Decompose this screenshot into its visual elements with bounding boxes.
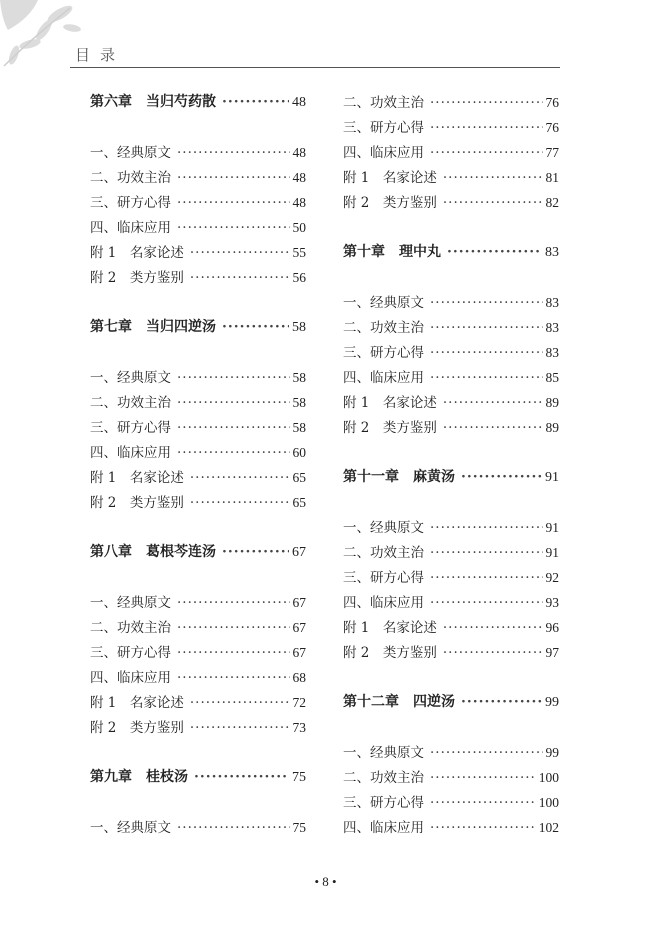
toc-entry-title: 附 1 名家论述 <box>90 245 184 261</box>
toc-spacer <box>343 440 559 465</box>
toc-section-entry[interactable] <box>90 190 306 215</box>
toc-entry-title: 一、经典原文 <box>90 370 171 386</box>
toc-entry-page: 100 <box>538 770 559 785</box>
toc-entry-title: 三、研方心得 <box>343 570 424 586</box>
toc-leader-dots <box>430 741 543 766</box>
toc-entry-page: 58 <box>292 420 306 435</box>
toc-section-entry[interactable] <box>90 690 306 715</box>
toc-entry-page: 75 <box>292 820 306 835</box>
toc-entry-title: 二、功效主治 <box>90 170 171 186</box>
toc-spacer <box>90 115 306 140</box>
toc-entry-page: 85 <box>545 370 559 385</box>
toc-leader-dots <box>430 366 543 391</box>
toc-entry-page: 48 <box>292 170 306 185</box>
toc-entry-page: 97 <box>545 645 559 660</box>
toc-leader-dots <box>443 166 543 191</box>
toc-entry-page: 96 <box>545 620 559 635</box>
toc-leader-dots <box>222 315 289 340</box>
toc-entry-title: 附 1 名家论述 <box>343 395 437 411</box>
toc-entry-title: 三、研方心得 <box>90 420 171 436</box>
toc-chapter-entry[interactable] <box>343 240 559 265</box>
toc-section-entry[interactable] <box>343 640 559 665</box>
toc-spacer <box>343 665 559 690</box>
toc-leader-dots <box>443 191 543 216</box>
toc-spacer <box>343 265 559 290</box>
toc-leader-dots <box>443 616 543 641</box>
toc-entry-page: 81 <box>545 170 559 185</box>
toc-entry-title: 附 1 名家论述 <box>343 170 437 186</box>
toc-leader-dots <box>177 816 290 841</box>
toc-leader-dots <box>461 465 542 490</box>
toc-leader-dots <box>177 591 290 616</box>
toc-section-entry[interactable] <box>343 90 559 115</box>
toc-spacer <box>343 490 559 515</box>
toc-entry-title: 四、临床应用 <box>90 445 171 461</box>
toc-chapter-entry[interactable] <box>343 465 559 490</box>
toc-entry-title: 一、经典原文 <box>90 595 171 611</box>
toc-leader-dots <box>177 216 290 241</box>
toc-entry-page: 65 <box>292 495 306 510</box>
toc-leader-dots <box>222 540 289 565</box>
toc-entry-title: 附 1 名家论述 <box>90 470 184 486</box>
toc-section-entry[interactable] <box>343 790 559 815</box>
toc-entry-title: 二、功效主治 <box>343 95 424 111</box>
toc-leader-dots <box>447 240 542 265</box>
toc-section-entry[interactable] <box>90 815 306 840</box>
toc-leader-dots <box>443 641 543 666</box>
toc-leader-dots <box>430 341 543 366</box>
toc-spacer <box>343 215 559 240</box>
toc-section-entry[interactable] <box>343 815 559 840</box>
toc-section-entry[interactable] <box>90 240 306 265</box>
toc-leader-dots <box>430 141 543 166</box>
toc-leader-dots <box>430 91 543 116</box>
toc-entry-page: 91 <box>545 470 559 485</box>
toc-entry-page: 56 <box>292 270 306 285</box>
toc-section-entry[interactable] <box>90 665 306 690</box>
toc-section-entry[interactable] <box>343 190 559 215</box>
toc-spacer <box>90 340 306 365</box>
toc-spacer <box>90 290 306 315</box>
toc-section-entry[interactable] <box>90 365 306 390</box>
toc-entry-page: 91 <box>545 520 559 535</box>
toc-entry-title: 一、经典原文 <box>343 520 424 536</box>
toc-entry-page: 82 <box>545 195 559 210</box>
toc-entry-title: 第八章 葛根芩连汤 <box>90 544 216 560</box>
toc-section-entry[interactable] <box>90 465 306 490</box>
toc-section-entry[interactable] <box>90 390 306 415</box>
toc-entry-title: 三、研方心得 <box>343 120 424 136</box>
toc-leader-dots <box>461 690 542 715</box>
toc-entry-title: 四、临床应用 <box>90 220 171 236</box>
toc-leader-dots <box>222 90 289 115</box>
toc-entry-title: 四、临床应用 <box>343 370 424 386</box>
toc-entry-title: 三、研方心得 <box>343 345 424 361</box>
toc-entry-title: 一、经典原文 <box>90 820 171 836</box>
toc-leader-dots <box>177 366 290 391</box>
toc-entry-title: 四、临床应用 <box>343 595 424 611</box>
toc-entry-page: 58 <box>292 395 306 410</box>
toc-leader-dots <box>177 441 290 466</box>
toc-entry-title: 二、功效主治 <box>343 545 424 561</box>
toc-entry-page: 77 <box>545 145 559 160</box>
toc-entry-page: 65 <box>292 470 306 485</box>
toc-entry-page: 93 <box>545 595 559 610</box>
toc-entry-title: 四、临床应用 <box>90 670 171 686</box>
toc-entry-page: 50 <box>292 220 306 235</box>
toc-leader-dots <box>190 466 290 491</box>
toc-entry-page: 99 <box>545 695 559 710</box>
toc-leader-dots <box>190 266 290 291</box>
toc-section-entry[interactable] <box>90 265 306 290</box>
toc-section-entry[interactable] <box>343 290 559 315</box>
toc-section-entry[interactable] <box>90 490 306 515</box>
toc-entry-title: 二、功效主治 <box>343 320 424 336</box>
toc-entry-title: 第七章 当归四逆汤 <box>90 319 216 335</box>
toc-section-entry[interactable] <box>343 765 559 790</box>
toc-section-entry[interactable] <box>90 140 306 165</box>
toc-entry-title: 二、功效主治 <box>343 770 424 786</box>
toc-left-column <box>90 90 306 840</box>
toc-section-entry[interactable] <box>90 215 306 240</box>
toc-entry-page: 48 <box>292 95 306 110</box>
toc-entry-title: 三、研方心得 <box>90 195 171 211</box>
toc-entry-title: 附 2 类方鉴别 <box>90 720 184 736</box>
toc-spacer <box>90 515 306 540</box>
toc-entry-title: 附 1 名家论述 <box>343 620 437 636</box>
toc-entry-page: 48 <box>292 145 306 160</box>
toc-entry-page: 75 <box>292 770 306 785</box>
toc-entry-page: 48 <box>292 195 306 210</box>
toc-leader-dots <box>177 191 290 216</box>
toc-leader-dots <box>177 641 290 666</box>
page-title: 目录 <box>75 46 126 64</box>
toc-leader-dots <box>190 491 290 516</box>
toc-section-entry[interactable] <box>343 590 559 615</box>
toc-section-entry[interactable] <box>90 440 306 465</box>
toc-entry-page: 67 <box>292 595 306 610</box>
toc-section-entry[interactable] <box>90 715 306 740</box>
toc-leader-dots <box>430 116 543 141</box>
toc-leader-dots <box>430 766 536 791</box>
toc-section-entry[interactable] <box>343 340 559 365</box>
toc-leader-dots <box>190 241 290 266</box>
toc-entry-title: 附 2 类方鉴别 <box>90 270 184 286</box>
toc-leader-dots <box>177 416 290 441</box>
toc-entry-page: 58 <box>292 320 306 335</box>
toc-leader-dots <box>194 765 289 790</box>
toc-chapter-entry[interactable] <box>343 690 559 715</box>
toc-entry-page: 67 <box>292 545 306 560</box>
toc-entry-title: 第九章 桂枝汤 <box>90 769 188 785</box>
toc-entry-title: 第十章 理中丸 <box>343 244 441 260</box>
toc-leader-dots <box>190 691 290 716</box>
toc-entry-title: 附 2 类方鉴别 <box>343 195 437 211</box>
toc-entry-page: 91 <box>545 545 559 560</box>
toc-leader-dots <box>177 391 290 416</box>
toc-spacer <box>90 565 306 590</box>
toc-leader-dots <box>430 316 543 341</box>
toc-entry-page: 92 <box>545 570 559 585</box>
toc-section-entry[interactable] <box>343 365 559 390</box>
toc-spacer <box>343 715 559 740</box>
toc-entry-title: 一、经典原文 <box>90 145 171 161</box>
toc-section-entry[interactable] <box>90 165 306 190</box>
toc-entry-title: 附 1 名家论述 <box>90 695 184 711</box>
toc-entry-title: 四、临床应用 <box>343 145 424 161</box>
toc-leader-dots <box>177 166 290 191</box>
toc-entry-title: 第十二章 四逆汤 <box>343 694 455 710</box>
toc-entry-page: 83 <box>545 320 559 335</box>
toc-section-entry[interactable] <box>90 640 306 665</box>
toc-section-entry[interactable] <box>343 115 559 140</box>
toc-section-entry[interactable] <box>343 390 559 415</box>
toc-chapter-entry[interactable] <box>90 90 306 115</box>
toc-entry-page: 58 <box>292 370 306 385</box>
toc-leader-dots <box>430 791 536 816</box>
toc-section-entry[interactable] <box>343 615 559 640</box>
toc-entry-page: 67 <box>292 645 306 660</box>
toc-chapter-entry[interactable] <box>90 540 306 565</box>
toc-entry-page: 73 <box>292 720 306 735</box>
toc-entry-page: 76 <box>545 120 559 135</box>
toc-chapter-entry[interactable] <box>90 765 306 790</box>
toc-entry-page: 89 <box>545 395 559 410</box>
toc-leader-dots <box>177 141 290 166</box>
toc-entry-title: 附 2 类方鉴别 <box>343 420 437 436</box>
toc-leader-dots <box>430 291 543 316</box>
toc-entry-page: 83 <box>545 295 559 310</box>
toc-entry-title: 一、经典原文 <box>343 745 424 761</box>
toc-spacer <box>90 790 306 815</box>
toc-entry-title: 附 2 类方鉴别 <box>343 645 437 661</box>
toc-right-column <box>343 90 559 840</box>
toc-entry-page: 55 <box>292 245 306 260</box>
page-number: • 8 • <box>314 874 337 889</box>
toc-leader-dots <box>177 666 290 691</box>
toc-entry-page: 100 <box>538 795 559 810</box>
toc-entry-title: 第六章 当归芍药散 <box>90 94 216 110</box>
toc-entry-title: 二、功效主治 <box>90 395 171 411</box>
toc-entry-page: 68 <box>292 670 306 685</box>
toc-section-entry[interactable] <box>343 740 559 765</box>
toc-entry-title: 附 2 类方鉴别 <box>90 495 184 511</box>
toc-entry-title: 一、经典原文 <box>343 295 424 311</box>
toc-entry-page: 83 <box>545 345 559 360</box>
toc-entry-page: 60 <box>292 445 306 460</box>
toc-chapter-entry[interactable] <box>90 315 306 340</box>
toc-leader-dots <box>177 616 290 641</box>
toc-leader-dots <box>430 566 543 591</box>
toc-section-entry[interactable] <box>343 565 559 590</box>
toc-leader-dots <box>430 541 543 566</box>
toc-section-entry[interactable] <box>90 415 306 440</box>
toc-section-entry[interactable] <box>343 140 559 165</box>
toc-section-entry[interactable] <box>343 315 559 340</box>
toc-entry-page: 72 <box>292 695 306 710</box>
toc-entry-page: 89 <box>545 420 559 435</box>
toc-entry-page: 102 <box>538 820 559 835</box>
toc-leader-dots <box>430 816 536 841</box>
toc-section-entry[interactable] <box>343 515 559 540</box>
toc-section-entry[interactable] <box>90 590 306 615</box>
toc-leader-dots <box>443 391 543 416</box>
toc-entry-page: 83 <box>545 245 559 260</box>
toc-section-entry[interactable] <box>343 165 559 190</box>
toc-spacer <box>90 740 306 765</box>
toc-entry-title: 三、研方心得 <box>343 795 424 811</box>
toc-leader-dots <box>430 591 543 616</box>
toc-leader-dots <box>430 516 543 541</box>
toc-leader-dots <box>443 416 543 441</box>
toc-entry-title: 二、功效主治 <box>90 620 171 636</box>
toc-entry-title: 第十一章 麻黄汤 <box>343 469 455 485</box>
toc-entry-page: 99 <box>545 745 559 760</box>
toc-leader-dots <box>190 716 290 741</box>
header-rule <box>70 67 560 68</box>
toc-section-entry[interactable] <box>343 415 559 440</box>
toc-entry-page: 76 <box>545 95 559 110</box>
toc-section-entry[interactable] <box>90 615 306 640</box>
toc-entry-title: 三、研方心得 <box>90 645 171 661</box>
toc-entry-title: 四、临床应用 <box>343 820 424 836</box>
toc-section-entry[interactable] <box>343 540 559 565</box>
toc-entry-page: 67 <box>292 620 306 635</box>
